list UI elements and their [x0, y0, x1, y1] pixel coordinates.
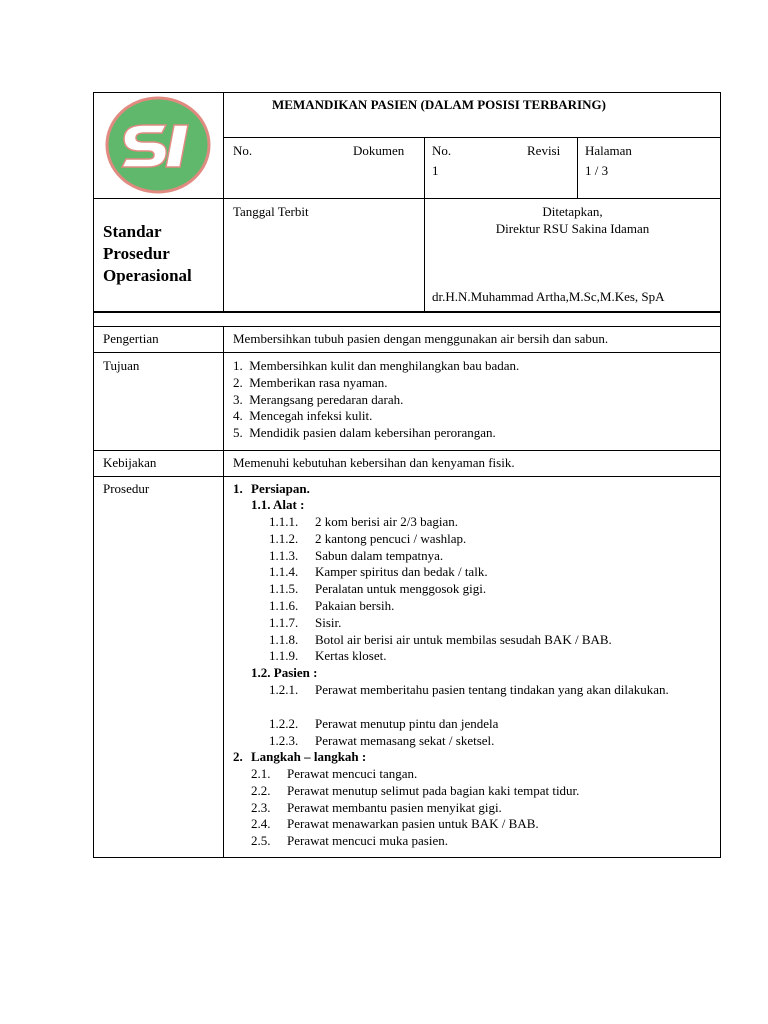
- list-item: 2.4. Perawat menawarkan pasien untuk BAK / BAB.: [251, 816, 539, 832]
- langkah-list: [251, 766, 579, 850]
- pasien-1-text: Perawat memberitahu pasien tentang tindakan yang akan dilakukan.: [315, 682, 669, 697]
- list-item: 1.2.2. Perawat menutup pintu dan jendela: [269, 716, 499, 731]
- list-item: 1.1.7. Sisir.: [269, 614, 342, 630]
- list-item: 1.1.8. Botol air berisi air untuk membilas sesudah BAK / BAB.: [269, 631, 612, 647]
- revisi-value: 1: [432, 163, 439, 178]
- list-item: 2.1. Perawat mencuci tangan.: [251, 766, 418, 781]
- list-item: 1.1.6. Pakaian bersih.: [269, 597, 395, 613]
- list-item: 1.1.1. 2 kom berisi air 2/3 bagian.: [269, 514, 458, 529]
- signatory-name: dr.H.N.Muhammad Artha,M.Sc,M.Kes, SpA: [432, 289, 665, 304]
- prosedur-label: Prosedur: [103, 481, 150, 496]
- section-2-title: Langkah – langkah :: [251, 749, 367, 764]
- direktur-text: Direktur RSU Sakina Idaman: [495, 221, 650, 236]
- list-item: 5. Mendidik pasien dalam kebersihan perorangan.: [233, 425, 496, 441]
- halaman-label: Halaman: [585, 143, 632, 158]
- alat-list: [269, 514, 612, 665]
- section-1-title: Persiapan.: [251, 481, 310, 496]
- list-item: 4. Mencegah infeksi kulit.: [233, 408, 373, 424]
- tujuan-list: [233, 358, 519, 442]
- sop-heading-2: Prosedur: [103, 244, 170, 263]
- pasien-1-number: 1.2.1.: [269, 682, 299, 697]
- tanggal-terbit-label: Tanggal Terbit: [233, 204, 309, 219]
- list-item: 2.2. Perawat menutup selimut pada bagian kaki tempat tidur.: [251, 782, 580, 798]
- document-title: MEMANDIKAN PASIEN (DALAM POSISI TERBARING): [272, 97, 606, 112]
- pengertian-label: Pengertian: [103, 331, 159, 346]
- halaman-value: 1 / 3: [585, 163, 609, 178]
- section-1-2-title: 1.2. Pasien :: [251, 665, 318, 680]
- pasien-list: [269, 716, 498, 750]
- no-label: No.: [233, 143, 253, 158]
- list-item: 1. Membersihkan kulit dan menghilangkan bau badan.: [233, 358, 520, 373]
- section-1-1-title: 1.1. Alat :: [251, 497, 305, 512]
- list-item: 3. Merangsang peredaran darah.: [233, 391, 404, 407]
- section-1-number: 1.: [233, 481, 243, 496]
- hospital-logo: [104, 95, 212, 195]
- tujuan-label: Tujuan: [103, 358, 140, 373]
- kebijakan-label: Kebijakan: [103, 455, 157, 470]
- sop-heading-1: Standar: [103, 222, 162, 241]
- list-item: 1.1.9. Kertas kloset.: [269, 648, 387, 664]
- revisi-label: Revisi: [527, 143, 561, 158]
- list-item: 1.1.5. Peralatan untuk menggosok gigi.: [269, 581, 487, 597]
- dokumen-label: Dokumen: [353, 143, 405, 158]
- list-item: 1.1.2. 2 kantong pencuci / washlap.: [269, 530, 467, 546]
- no-revisi-label: No.: [432, 143, 452, 158]
- ditetapkan-text: Ditetapkan,: [542, 204, 603, 219]
- list-item: 2. Memberikan rasa nyaman.: [233, 374, 388, 390]
- list-item: 1.1.3. Sabun dalam tempatnya.: [269, 547, 444, 563]
- list-item: 1.2.3. Perawat memasang sekat / sketsel.: [269, 732, 495, 748]
- section-2-number: 2.: [233, 749, 243, 764]
- list-item: 1.1.4. Kamper spiritus dan bedak / talk.: [269, 564, 488, 580]
- list-item: 2.5. Perawat mencuci muka pasien.: [251, 833, 448, 849]
- list-item: 2.3. Perawat membantu pasien menyikat gigi.: [251, 799, 502, 815]
- sop-heading-3: Operasional: [103, 266, 192, 285]
- pengertian-text: Membersihkan tubuh pasien dengan menggunakan air bersih dan sabun.: [233, 331, 609, 346]
- kebijakan-text: Memenuhi kebutuhan kebersihan dan kenyaman fisik.: [233, 455, 515, 470]
